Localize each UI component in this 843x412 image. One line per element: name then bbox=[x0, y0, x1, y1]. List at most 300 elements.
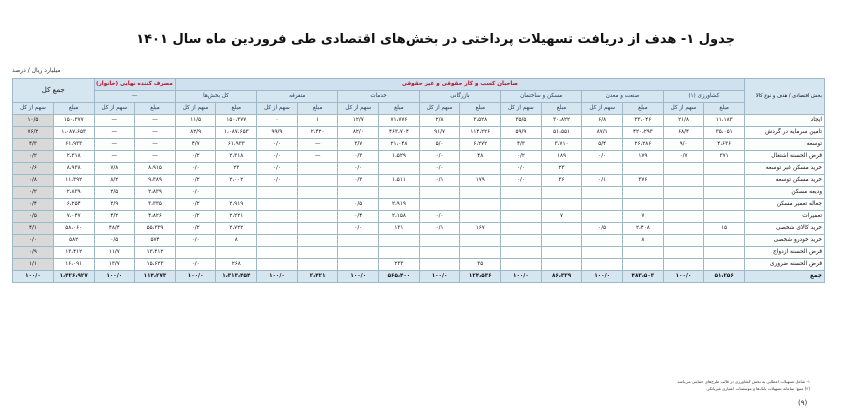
table-cell bbox=[297, 187, 338, 199]
table-cell: ۰/۹ bbox=[13, 247, 54, 259]
table-cell: ۰/۲ bbox=[175, 211, 216, 223]
table-cell bbox=[663, 175, 704, 187]
table-cell: ۲۳ bbox=[216, 163, 257, 175]
table-cell: ۱۸۹ bbox=[541, 151, 582, 163]
table-cell: — bbox=[94, 139, 135, 151]
table-cell: ۶،۲۵۴ bbox=[53, 199, 94, 211]
table-cell: ۰/۰ bbox=[13, 235, 54, 247]
table-cell: ۳/۷ bbox=[338, 139, 379, 151]
table-cell: ۳،۷۱۰ bbox=[541, 139, 582, 151]
table-row bbox=[13, 223, 825, 235]
table-cell: ۲۱،۰۴۸ bbox=[379, 139, 420, 151]
amount-subheader: مبلغ bbox=[53, 103, 94, 115]
table-cell bbox=[501, 187, 542, 199]
table-cell: ۱۷۹ bbox=[460, 175, 501, 187]
table-cell: ۷۱،۷۷۶ bbox=[379, 115, 420, 127]
table-row bbox=[13, 175, 825, 187]
table-cell bbox=[541, 235, 582, 247]
table-cell bbox=[460, 211, 501, 223]
table-cell bbox=[541, 223, 582, 235]
table-cell bbox=[623, 259, 664, 271]
table-cell bbox=[623, 163, 664, 175]
sector-header: کل بخش‌ها bbox=[175, 91, 256, 103]
table-cell: ۰/۳ bbox=[338, 151, 379, 163]
table-cell bbox=[257, 187, 298, 199]
table-cell bbox=[663, 187, 704, 199]
table-cell: ۰/۵ bbox=[94, 235, 135, 247]
footnote: (۲) منبع: سامانه تسهیلات بانک‌ها و موسسات اعتباری غیربانکی bbox=[706, 386, 810, 391]
table-cell: ۹/۰ bbox=[663, 139, 704, 151]
table-cell: ۲،۴۰۸ bbox=[623, 223, 664, 235]
sector-header: — bbox=[94, 91, 175, 103]
table-cell: ۰/۱ bbox=[582, 175, 623, 187]
table-cell: ۳۶ bbox=[541, 175, 582, 187]
table-cell: ۱۰/۵ bbox=[13, 115, 54, 127]
table-cell bbox=[541, 199, 582, 211]
table-row bbox=[13, 259, 825, 271]
table-cell bbox=[338, 235, 379, 247]
table-cell bbox=[663, 163, 704, 175]
table-cell: ۱۱۴،۲۲۶ bbox=[460, 127, 501, 139]
table-cell bbox=[460, 199, 501, 211]
table-cell: ۴،۶۳۶ bbox=[704, 139, 745, 151]
table-cell: ۴،۸۲۶ bbox=[135, 211, 176, 223]
table-cell: ۸۲/۹ bbox=[175, 127, 216, 139]
amount-subheader: مبلغ bbox=[297, 103, 338, 115]
share-subheader: سهم از کل bbox=[582, 103, 623, 115]
table-cell: ۴۸۳،۵۰۳ bbox=[623, 271, 664, 283]
table-cell: ۰/۵ bbox=[13, 211, 54, 223]
table-cell: ۲،۴۲۰ bbox=[297, 127, 338, 139]
table-cell: — bbox=[135, 139, 176, 151]
table-cell bbox=[541, 259, 582, 271]
table-cell: ۱،۳۱۳،۴۵۴ bbox=[216, 271, 257, 283]
table-cell bbox=[582, 235, 623, 247]
subheader-row bbox=[13, 103, 825, 115]
table-cell bbox=[297, 247, 338, 259]
row-label: جمع bbox=[745, 271, 825, 283]
table-cell: ۸،۹۳۸ bbox=[53, 163, 94, 175]
table-row bbox=[13, 187, 825, 199]
table-cell: ۵۵،۳۳۹ bbox=[135, 223, 176, 235]
table-cell: ۱ bbox=[297, 115, 338, 127]
table-cell bbox=[501, 199, 542, 211]
sector-header: صنعت و معدن bbox=[582, 91, 663, 103]
table-cell: ۶/۸ bbox=[582, 115, 623, 127]
amount-subheader: مبلغ bbox=[216, 103, 257, 115]
table-row bbox=[13, 163, 825, 175]
amount-subheader: مبلغ bbox=[379, 103, 420, 115]
table-cell bbox=[379, 163, 420, 175]
table-cell: ۲،۳۱۸ bbox=[53, 151, 94, 163]
table-cell: ۱۰۰/۰ bbox=[257, 271, 298, 283]
table-cell: ۱،۵۱۱ bbox=[379, 175, 420, 187]
table-cell bbox=[419, 247, 460, 259]
table-cell bbox=[257, 247, 298, 259]
table-cell: ۳۵ bbox=[460, 259, 501, 271]
table-cell bbox=[541, 187, 582, 199]
table-cell bbox=[501, 223, 542, 235]
share-subheader: سهم از کل bbox=[338, 103, 379, 115]
table-cell bbox=[704, 163, 745, 175]
table-cell bbox=[582, 247, 623, 259]
table-row bbox=[13, 151, 825, 163]
table-cell: ۱،۴۲۶،۹۲۷ bbox=[53, 271, 94, 283]
table-cell: ۰/۰ bbox=[419, 211, 460, 223]
amount-subheader: مبلغ bbox=[135, 103, 176, 115]
sector-header: متفرقه bbox=[257, 91, 338, 103]
table-cell: ۴/۷ bbox=[175, 139, 216, 151]
table-cell: ۰/۰ bbox=[175, 259, 216, 271]
table-cell: ۴۸/۴ bbox=[94, 223, 135, 235]
table-cell: ۱۰۰/۰ bbox=[175, 271, 216, 283]
table-cell: ۰/۱ bbox=[419, 175, 460, 187]
table-cell: ۷،۰۴۷ bbox=[53, 211, 94, 223]
table-cell bbox=[257, 211, 298, 223]
table-cell: ۱۰۰/۰ bbox=[419, 271, 460, 283]
table-body bbox=[13, 115, 825, 283]
table-cell: ۶۱،۹۳۳ bbox=[216, 139, 257, 151]
table-cell bbox=[704, 199, 745, 211]
table-cell bbox=[623, 199, 664, 211]
table-cell: ۱۵۰،۳۷۷ bbox=[53, 115, 94, 127]
table-cell bbox=[419, 199, 460, 211]
table-cell bbox=[216, 187, 257, 199]
table-cell: ۱۵۰،۳۷۷ bbox=[216, 115, 257, 127]
table-cell: ۰/۲ bbox=[175, 151, 216, 163]
amount-subheader: مبلغ bbox=[623, 103, 664, 115]
table-cell: ۱۱،۱۸۳ bbox=[704, 115, 745, 127]
table-cell: ۱۳/۷ bbox=[94, 259, 135, 271]
row-label: قرض الحسنه ازدواج bbox=[745, 247, 825, 259]
table-cell: ۷ bbox=[541, 211, 582, 223]
table-cell: ۶۱،۹۳۳ bbox=[53, 139, 94, 151]
table-cell: — bbox=[297, 151, 338, 163]
share-subheader: سهم از کل bbox=[663, 103, 704, 115]
table-cell bbox=[501, 259, 542, 271]
table-cell bbox=[623, 187, 664, 199]
table-cell: ۲/۹ bbox=[94, 199, 135, 211]
table-cell: ۷۶/۲ bbox=[13, 127, 54, 139]
table-cell: ۸۷/۱ bbox=[582, 127, 623, 139]
table-cell bbox=[257, 235, 298, 247]
table-cell: ۰/۰ bbox=[338, 163, 379, 175]
page-title: جدول ۱- هدف از دریافت تسهیلات پرداختی در بخش‌های اقتصادی طی فروردین ماه سال ۱۴۰۱ bbox=[136, 32, 735, 47]
table-cell: ۱۳،۴۱۲ bbox=[135, 247, 176, 259]
table-cell: ۱۰۰/۰ bbox=[501, 271, 542, 283]
table-cell: ۵۸،۰۶۰ bbox=[53, 223, 94, 235]
table-cell bbox=[297, 211, 338, 223]
table-cell: ۴۲۰،۲۹۳ bbox=[623, 127, 664, 139]
sector-header: بازرگانی bbox=[419, 91, 500, 103]
row-label: قرض الحسنه ضروری bbox=[745, 259, 825, 271]
table-cell: ۳۳،۰۴۶ bbox=[623, 115, 664, 127]
table-cell: ۰/۰ bbox=[257, 151, 298, 163]
table-cell: ۵۸۲ bbox=[53, 235, 94, 247]
table-cell: ۹،۳۸۹ bbox=[135, 175, 176, 187]
table-cell: ۵/۰ bbox=[419, 139, 460, 151]
table-cell bbox=[379, 247, 420, 259]
table-cell: ۱۲۴،۵۳۶ bbox=[460, 271, 501, 283]
table-cell: ۲،۴۲۱ bbox=[297, 271, 338, 283]
row-label: تعمیرات bbox=[745, 211, 825, 223]
table-cell bbox=[663, 211, 704, 223]
table-cell: ۲۳ bbox=[541, 163, 582, 175]
unit-label: میلیارد ریال / درصد bbox=[12, 67, 61, 74]
table-cell: ۰/۰ bbox=[501, 175, 542, 187]
table-cell: ۸۲/۰ bbox=[338, 127, 379, 139]
table-cell: ۴۶۳،۷۰۴ bbox=[379, 127, 420, 139]
table-cell: ۲،۸۳۹ bbox=[53, 187, 94, 199]
table-cell: ۱۱/۷ bbox=[94, 247, 135, 259]
row-label: خرید مسکن توسعه bbox=[745, 175, 825, 187]
table-cell bbox=[582, 199, 623, 211]
table-cell bbox=[297, 235, 338, 247]
table-cell: ۴۸ bbox=[460, 151, 501, 163]
table-cell bbox=[663, 235, 704, 247]
table-cell bbox=[663, 247, 704, 259]
table-cell bbox=[297, 163, 338, 175]
row-label: قرض الحسنه اشتغال bbox=[745, 151, 825, 163]
table-cell bbox=[338, 187, 379, 199]
table-cell: ۱۰۰/۰ bbox=[663, 271, 704, 283]
table-cell: ۰/۲ bbox=[13, 187, 54, 199]
table-cell bbox=[501, 211, 542, 223]
page-number: (۹) bbox=[798, 399, 808, 407]
table-cell: ۴/۲ bbox=[94, 211, 135, 223]
table-row bbox=[13, 127, 825, 139]
table-cell: ۰/۰ bbox=[175, 163, 216, 175]
row-label: جعاله تعمیر مسکن bbox=[745, 199, 825, 211]
table-cell: ۲۶،۲۸۶ bbox=[623, 139, 664, 151]
table-cell bbox=[297, 199, 338, 211]
table-cell: ۸۶،۳۳۹ bbox=[541, 271, 582, 283]
table-cell: ۱۰۰/۰ bbox=[338, 271, 379, 283]
table-cell: ۰/۲ bbox=[175, 223, 216, 235]
amount-subheader: مبلغ bbox=[704, 103, 745, 115]
table-cell: ۰/۰ bbox=[338, 223, 379, 235]
business-group-header: صاحبان کسب و کار حقوقی و غیر حقوقی bbox=[175, 79, 744, 91]
table-cell bbox=[704, 235, 745, 247]
table-cell bbox=[704, 259, 745, 271]
table-cell: ۰/۷ bbox=[663, 151, 704, 163]
table-cell: — bbox=[135, 115, 176, 127]
table-row bbox=[13, 211, 825, 223]
table-cell: ۰/۳ bbox=[338, 175, 379, 187]
table-cell: ۳۵/۵ bbox=[501, 115, 542, 127]
total-header: جمع کل bbox=[13, 79, 95, 103]
table-cell: ۲،۰۰۲ bbox=[216, 175, 257, 187]
loans-table bbox=[12, 78, 825, 283]
table-cell: ۲۳۳ bbox=[379, 259, 420, 271]
table-cell: ۲،۷۲۲ bbox=[216, 223, 257, 235]
table-cell: ۰/۶ bbox=[13, 163, 54, 175]
table-cell: ۱۵ bbox=[704, 223, 745, 235]
table-cell: — bbox=[94, 151, 135, 163]
table-row bbox=[13, 139, 825, 151]
table-cell: ۰/۰ bbox=[257, 175, 298, 187]
table-cell bbox=[623, 247, 664, 259]
table-cell: ۴/۳ bbox=[501, 139, 542, 151]
share-subheader: سهم از کل bbox=[501, 103, 542, 115]
table-cell bbox=[175, 247, 216, 259]
household-group-header: مصرف کننده نهایی (خانوار) bbox=[94, 79, 175, 91]
table-cell: ۱۲/۷ bbox=[338, 115, 379, 127]
table-cell: ۵۷۴ bbox=[135, 235, 176, 247]
table-cell: ۳،۵۲۸ bbox=[460, 115, 501, 127]
table-cell: ۰/۰ bbox=[257, 139, 298, 151]
table-cell bbox=[297, 223, 338, 235]
table-cell: ۰/۲ bbox=[175, 199, 216, 211]
table-cell: ۱۳۱ bbox=[379, 223, 420, 235]
table-cell: ۰/۵ bbox=[338, 199, 379, 211]
table-cell bbox=[501, 235, 542, 247]
table-cell bbox=[297, 175, 338, 187]
table-cell: ۳۵،۰۵۱ bbox=[704, 127, 745, 139]
table-cell bbox=[460, 247, 501, 259]
table-cell: ۵۹/۹ bbox=[501, 127, 542, 139]
row-label: ایجاد bbox=[745, 115, 825, 127]
table-cell: ۰/۰ bbox=[257, 163, 298, 175]
table-cell bbox=[704, 247, 745, 259]
table-cell: ۶۸/۴ bbox=[663, 127, 704, 139]
table-cell bbox=[582, 163, 623, 175]
table-cell bbox=[419, 235, 460, 247]
table-cell bbox=[338, 259, 379, 271]
table-cell: ۶،۲۷۲ bbox=[460, 139, 501, 151]
table-cell bbox=[379, 235, 420, 247]
table-cell bbox=[704, 175, 745, 187]
table-row bbox=[13, 271, 825, 283]
table-cell: ۰/۵ bbox=[582, 223, 623, 235]
table-cell: ۳،۳۳۵ bbox=[135, 199, 176, 211]
table-cell: ۱۶،۰۹۱ bbox=[53, 259, 94, 271]
table-cell: ۷ bbox=[623, 211, 664, 223]
table-cell: ۸ bbox=[623, 235, 664, 247]
footnotes bbox=[560, 378, 810, 392]
table-row bbox=[13, 199, 825, 211]
share-subheader: سهم از کل bbox=[257, 103, 298, 115]
table-cell: ۵۶۵،۴۰۰ bbox=[379, 271, 420, 283]
table-cell: ۵۱،۵۵۱ bbox=[541, 127, 582, 139]
table-cell: ۰/۲ bbox=[175, 175, 216, 187]
table-cell bbox=[663, 259, 704, 271]
table-cell bbox=[460, 235, 501, 247]
share-subheader: سهم از کل bbox=[419, 103, 460, 115]
table-cell bbox=[663, 223, 704, 235]
table-cell: ۰/۲ bbox=[13, 151, 54, 163]
row-label: توسعه bbox=[745, 139, 825, 151]
table-cell bbox=[704, 187, 745, 199]
table-cell: ۰/۰ bbox=[175, 235, 216, 247]
table-cell: — bbox=[297, 139, 338, 151]
table-cell: ۵۱،۲۵۶ bbox=[704, 271, 745, 283]
table-cell bbox=[460, 163, 501, 175]
table-cell: ۲،۹۱۹ bbox=[216, 199, 257, 211]
table-cell bbox=[216, 247, 257, 259]
table-cell: ۳۰،۸۲۲ bbox=[541, 115, 582, 127]
table-cell: ۲/۵ bbox=[94, 187, 135, 199]
table-cell bbox=[663, 199, 704, 211]
table-cell: ۴/۳ bbox=[13, 139, 54, 151]
table-cell bbox=[541, 247, 582, 259]
table-cell bbox=[379, 187, 420, 199]
table-cell bbox=[257, 259, 298, 271]
table-cell: ۰/۰ bbox=[582, 151, 623, 163]
table-cell: ۲۶۸ bbox=[216, 259, 257, 271]
table-cell: ۱/۱ bbox=[13, 259, 54, 271]
table-cell: — bbox=[94, 115, 135, 127]
table-cell bbox=[501, 247, 542, 259]
sector-header: کشاورزی (۱) bbox=[663, 91, 744, 103]
table-cell: ۰/۸ bbox=[13, 175, 54, 187]
sector-header: مسکن و ساختمان bbox=[501, 91, 582, 103]
table-cell: ۲،۹۱۹ bbox=[379, 199, 420, 211]
table-cell: ۹۹/۹ bbox=[257, 127, 298, 139]
table-cell: ۸ bbox=[216, 235, 257, 247]
share-subheader: سهم از کل bbox=[175, 103, 216, 115]
table-cell: ۰ bbox=[257, 115, 298, 127]
table-cell bbox=[704, 211, 745, 223]
table-cell: ۲،۸۳۹ bbox=[135, 187, 176, 199]
table-cell: — bbox=[94, 127, 135, 139]
table-cell: ۰/۰ bbox=[419, 151, 460, 163]
table-cell: ۸،۹۱۵ bbox=[135, 163, 176, 175]
table-cell: ۲،۱۵۸ bbox=[379, 211, 420, 223]
table-cell: ۱۱،۳۹۲ bbox=[53, 175, 94, 187]
table-cell bbox=[257, 223, 298, 235]
row-label: خرید کالای شخصی bbox=[745, 223, 825, 235]
table-cell: ۹۱/۷ bbox=[419, 127, 460, 139]
table-cell: ۱۱/۵ bbox=[175, 115, 216, 127]
table-cell: — bbox=[135, 127, 176, 139]
table-cell: ۰/۰ bbox=[175, 187, 216, 199]
row-label: ودیعه مسکن bbox=[745, 187, 825, 199]
table-cell: ۱۳،۴۱۲ bbox=[53, 247, 94, 259]
table-cell: ۱۶۷ bbox=[460, 223, 501, 235]
table-cell: ۲،۳۱۸ bbox=[216, 151, 257, 163]
table-cell: ۰/۴ bbox=[13, 199, 54, 211]
table-cell: ۱،۵۲۹ bbox=[379, 151, 420, 163]
corner-header: بخش اقتصادی / هدف و نوع کالا bbox=[745, 79, 825, 115]
table-cell: ۱،۰۸۷،۶۵۳ bbox=[216, 127, 257, 139]
table-cell: — bbox=[135, 151, 176, 163]
table-cell bbox=[419, 187, 460, 199]
amount-subheader: مبلغ bbox=[541, 103, 582, 115]
table-cell: ۱۰۰/۰ bbox=[13, 271, 54, 283]
table-cell: ۱۷۹ bbox=[623, 151, 664, 163]
table-row bbox=[13, 247, 825, 259]
footnote: ۱- شامل تسهیلات اعطایی به بخش کشاورزی در قالب طرح‌های حمایتی می‌باشد bbox=[677, 379, 810, 384]
table-cell: ۰/۴ bbox=[338, 211, 379, 223]
table-cell: ۱،۰۸۷،۶۵۳ bbox=[53, 127, 94, 139]
table-cell: ۲،۲۲۱ bbox=[216, 211, 257, 223]
table-row bbox=[13, 235, 825, 247]
share-subheader: سهم از کل bbox=[94, 103, 135, 115]
table-cell: ۴/۱ bbox=[13, 223, 54, 235]
table-cell: ۲/۸ bbox=[419, 115, 460, 127]
table-cell: ۷/۸ bbox=[94, 163, 135, 175]
share-subheader: سهم از کل bbox=[13, 103, 54, 115]
table-cell bbox=[338, 247, 379, 259]
table-cell: ۰/۰ bbox=[501, 163, 542, 175]
table-cell: ۵/۴ bbox=[582, 139, 623, 151]
table-cell bbox=[419, 259, 460, 271]
row-label: خرید مسکن غیر توسعه bbox=[745, 163, 825, 175]
table-cell bbox=[460, 187, 501, 199]
sector-header: خدمات bbox=[338, 91, 419, 103]
table-cell: ۱۰۰/۰ bbox=[582, 271, 623, 283]
